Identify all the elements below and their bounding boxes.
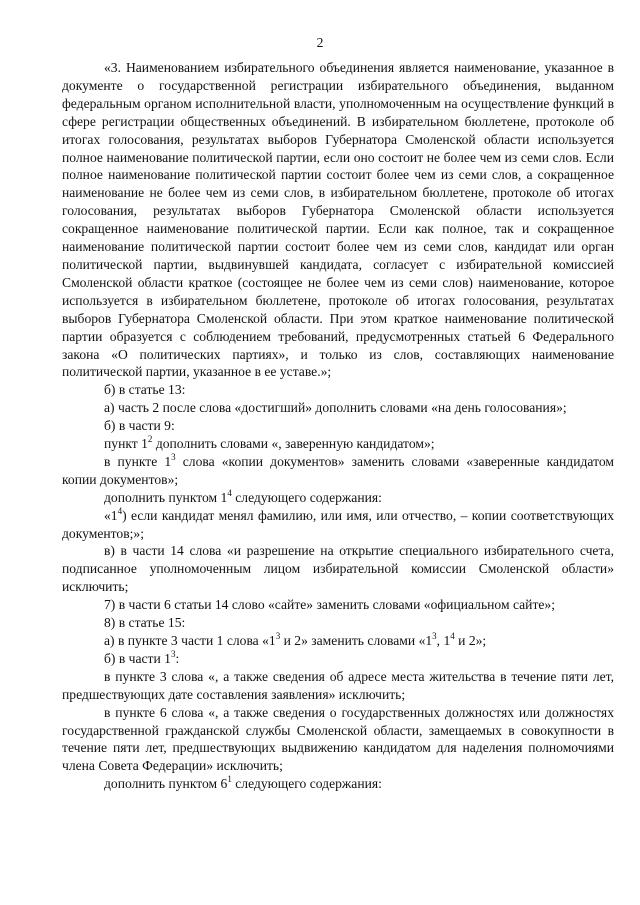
superscript: 4 <box>117 505 123 516</box>
text-segment: : <box>175 650 180 666</box>
paragraph <box>62 507 614 543</box>
paragraph: в) в части 14 слова «и разрешение на открытие специального избирательного счета, подписанное уполномоченным лицом избирательной комиссии Смоленской области» исключить; <box>62 543 614 595</box>
paragraph: б) в статье 13: <box>104 382 186 398</box>
paragraph: 8) в статье 15: <box>104 615 186 631</box>
paragraph: 7) в части 6 статьи 14 слово «сайте» заменить словами «официальном сайте»; <box>104 597 556 613</box>
text-segment: в пункте 1 <box>104 453 172 469</box>
superscript: 1 <box>227 774 232 785</box>
paragraph: «3. Наименованием избирательного объединения является наименование, указанное в документе о государственной регистрации избирательного объединения, выданном федеральным органом исполнительной власти, уполномоченным на осуществление функций в сфере регистрации общественных объединений. В избирательном бюллетене, протоколе об итогах голосования, результатах выборов Губернатора Смоленской области используется полное наименование политической партии, если оно состоит не более чем из семи слов. Если полное наименование политической партии состоит более чем из семи слов, а сокращенное наименование не более чем из семи слов, в избирательном бюллетене, протоколе об итогах голосования, результатах выборов Губернатора Смоленской области используется сокращенное наименование политической партии. Если как полное, так и сокращенное наименование политической партии состоит более чем из семи слов, кандидат или орган политической партии, выдвинувшей кандидата, согласует с избирательной комиссией Смоленской области краткое (состоящее не более чем из семи слов) наименование, которое используется в избирательном бюллетене, протоколе об итогах голосования, результатах выборов Губернатора Смоленской области. При этом краткое наименование политической партии образуется с соблюдением требований, предусмотренных статьей 6 Федерального закона «О политических партиях», и только из слов, составляющих наименование политической партии, указанное в ее уставе.»; <box>62 60 614 380</box>
text-segment: б) в части 1 <box>104 650 171 666</box>
paragraph <box>62 650 614 668</box>
superscript: 3 <box>275 631 281 641</box>
superscript: 2 <box>147 434 153 445</box>
text-segment: следующего содержания: <box>231 489 382 505</box>
superscript: 4 <box>450 631 455 641</box>
superscript: 4 <box>227 487 232 498</box>
paragraph <box>62 632 614 650</box>
text-segment: , 1 <box>436 633 451 648</box>
superscript: 3 <box>432 631 437 641</box>
text-segment: дополнить пунктом 1 <box>104 489 228 505</box>
paragraph <box>62 775 614 793</box>
text-segment: пункт 1 <box>104 436 148 452</box>
text-segment: дополнить пунктом 6 <box>104 776 228 792</box>
text-segment: ) если кандидат менял фамилию, или имя, или отчество, – копии соответствующих документов;»; <box>62 507 614 541</box>
text-segment: а) в пункте 3 части 1 слова «1 <box>104 633 276 648</box>
page-number: 2 <box>316 35 324 50</box>
text-segment: дополнить словами «, заверенную кандидатом»; <box>152 436 435 452</box>
paragraph: а) часть 2 после слова «достигший» дополнить словами «на день голосования»; <box>104 400 567 416</box>
paragraph: в пункте 3 слова «, а также сведения об адресе места жительства в течение пяти лет, предшествующих дате составления заявления» исключить; <box>62 668 614 702</box>
text-segment: и 2»; <box>454 633 487 648</box>
text-segment: слова «копии документов» заменить словами «заверенные кандидатом копии документов»; <box>62 453 614 487</box>
paragraph <box>62 435 614 453</box>
document-body <box>62 59 614 793</box>
paragraph: в пункте 6 слова «, а также сведения о государственных должностях или должностях государственной гражданской службы Смоленской области, замещаемых в совокупности в течение пяти лет, предшествующих выдвижению кандидатом для наделения полномочиями члена Совета Федерации» исключить; <box>62 704 614 774</box>
text-segment: следующего содержания: <box>231 776 382 792</box>
superscript: 3 <box>170 648 176 659</box>
text-segment: «1 <box>104 507 118 523</box>
paragraph <box>62 489 614 507</box>
superscript: 3 <box>171 451 176 462</box>
paragraph <box>62 453 614 489</box>
paragraph: б) в части 9: <box>104 418 175 434</box>
text-segment: и 2» заменить словами «1 <box>280 633 433 648</box>
